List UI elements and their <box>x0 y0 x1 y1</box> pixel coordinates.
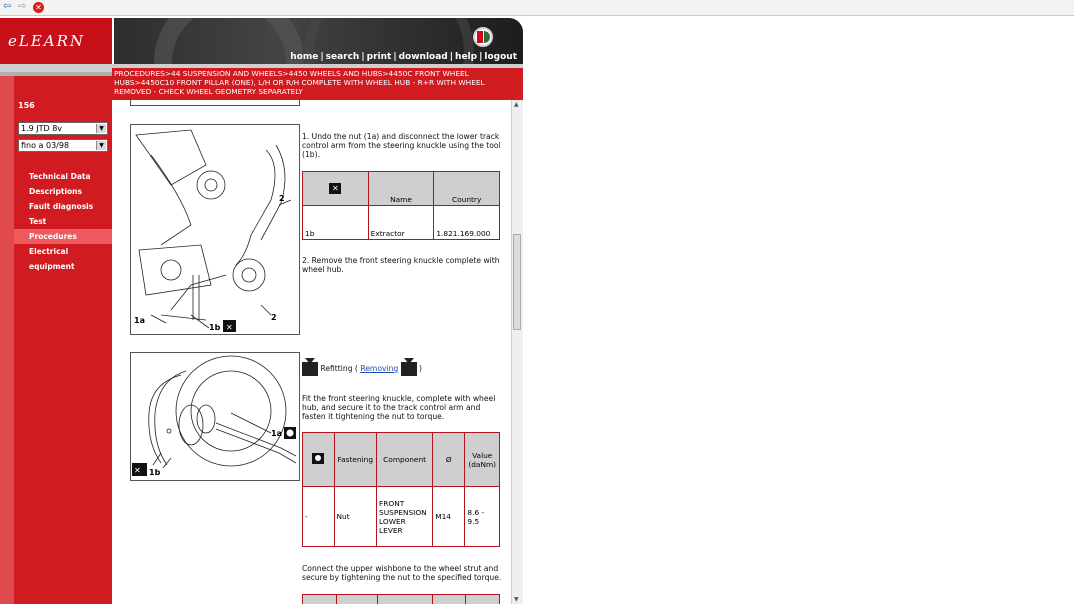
top-links: home | search | print | download | help | logout <box>290 52 517 62</box>
table-cell: Nut <box>334 487 377 547</box>
logo-area <box>0 18 112 64</box>
wrench-icon: ✕ <box>329 183 341 194</box>
sidebar-item-electrical-equipment[interactable]: Electrical equipment <box>29 247 75 271</box>
table-cell: Extractor <box>368 206 434 240</box>
table-cell: M14 <box>433 487 465 547</box>
figure-label: 1b <box>149 468 161 477</box>
figure-label: 2 <box>271 313 277 322</box>
table-cell: 8.6 - 9.5 <box>465 487 500 547</box>
step-2-text: 2. Remove the front steering knuckle complete with wheel hub. <box>302 256 500 274</box>
content-scrollbar[interactable] <box>511 100 523 604</box>
figure-label: 1a <box>134 316 145 325</box>
table-header: Component <box>377 433 433 487</box>
header-banner <box>114 18 523 64</box>
print-link[interactable]: print <box>366 52 392 62</box>
elearn-app <box>0 16 523 604</box>
torque-wrench-icon <box>312 453 324 464</box>
table-header: Country <box>434 172 500 206</box>
removing-link[interactable]: Removing <box>360 364 399 373</box>
figure-steering-knuckle-removal <box>130 124 300 335</box>
step-1-text: 1. Undo the nut (1a) and disconnect the lower track control arm from the steering knuckle using the tool (1b). <box>302 132 501 159</box>
home-link[interactable]: home <box>290 52 319 62</box>
remove-arrow-icon <box>401 362 417 376</box>
wrench-icon: ✕ <box>134 466 141 475</box>
engine-select[interactable]: 1.9 JTD 8v ▼ <box>18 122 108 135</box>
breadcrumb: PROCEDURES>44 SUSPENSION AND WHEELS>4450 WHEELS AND HUBS>4450C FRONT WHEEL HUBS>4450C10 FRONT PILLAR (ONE), L/H OR R/H COMPLETE WITH WHEEL HUB - R+R WITH WHEEL REMOVED - CHECK WHEEL GEOMETRY SEPARATELY <box>114 69 485 96</box>
download-link[interactable]: download <box>398 52 448 62</box>
sidebar-menu <box>14 169 112 271</box>
refit-diagram <box>131 353 299 480</box>
tool-table <box>302 171 500 240</box>
sidebar-item-technical-data[interactable]: Technical Data <box>29 172 91 181</box>
alfa-romeo-logo-icon <box>473 27 493 47</box>
table-header: Fastening <box>334 433 377 487</box>
elearn-logo: eLEARN <box>8 32 86 50</box>
figure-knuckle-refitting <box>130 352 300 481</box>
figure-label: 1a <box>271 429 282 438</box>
torque-header-icon-cell <box>303 595 337 604</box>
sidebar-item-procedures[interactable]: Procedures <box>14 229 112 244</box>
arrow-left-icon[interactable]: ⇦ <box>3 1 12 12</box>
table-cell: 1b <box>303 206 369 240</box>
table-header: Value (daNm) <box>465 433 500 487</box>
scroll-thumb[interactable] <box>513 234 521 330</box>
sidebar-item-fault-diagnosis[interactable]: Fault diagnosis <box>29 202 94 211</box>
torque-header-icon-cell <box>303 433 335 487</box>
table-cell: - <box>303 487 335 547</box>
table-header: Ø <box>433 433 465 487</box>
refitting-text: Fit the front steering knuckle, complete with wheel hub, and secure it to the track control arm and fasten it tightening the nut to torque. <box>302 394 496 421</box>
figure-label: 2 <box>279 194 285 203</box>
browser-toolbar <box>0 0 1074 16</box>
tool-header-icon-cell <box>303 172 369 206</box>
scroll-up-icon[interactable]: ▲ <box>514 101 519 108</box>
table-cell: FRONT SUSPENSION LOWER LEVER <box>377 487 433 547</box>
help-link[interactable]: help <box>455 52 478 62</box>
model-name: 156 <box>18 101 35 110</box>
torque-table-2 <box>302 594 500 604</box>
sidebar-item-test[interactable]: Test <box>29 217 47 226</box>
figure-label: 1b <box>209 323 221 332</box>
search-link[interactable]: search <box>325 52 360 62</box>
date-select[interactable]: fino a 03/98 ▼ <box>18 139 108 152</box>
torque-table <box>302 432 500 547</box>
procedure-content <box>112 100 511 604</box>
figure-fragment <box>130 100 300 106</box>
scroll-down-icon[interactable]: ▼ <box>514 596 519 603</box>
wrench-icon: ✕ <box>226 323 233 332</box>
logout-link[interactable]: logout <box>484 52 517 62</box>
table-header: Name <box>368 172 434 206</box>
refitting-heading: Refitting ( Removing ) <box>302 362 502 376</box>
chevron-down-icon: ▼ <box>96 141 106 150</box>
sidebar-item-descriptions[interactable]: Descriptions <box>29 187 82 196</box>
chevron-down-icon: ▼ <box>96 124 106 133</box>
table-cell: 1.821.169.000 <box>434 206 500 240</box>
upper-wishbone-text: Connect the upper wishbone to the wheel strut and secure by tightening the nut to the specified torque. <box>302 564 502 582</box>
stop-icon[interactable]: ✕ <box>33 2 44 13</box>
knuckle-diagram <box>131 125 299 334</box>
refit-arrow-icon <box>302 362 318 376</box>
arrow-right-icon[interactable]: ⇨ <box>18 1 27 12</box>
